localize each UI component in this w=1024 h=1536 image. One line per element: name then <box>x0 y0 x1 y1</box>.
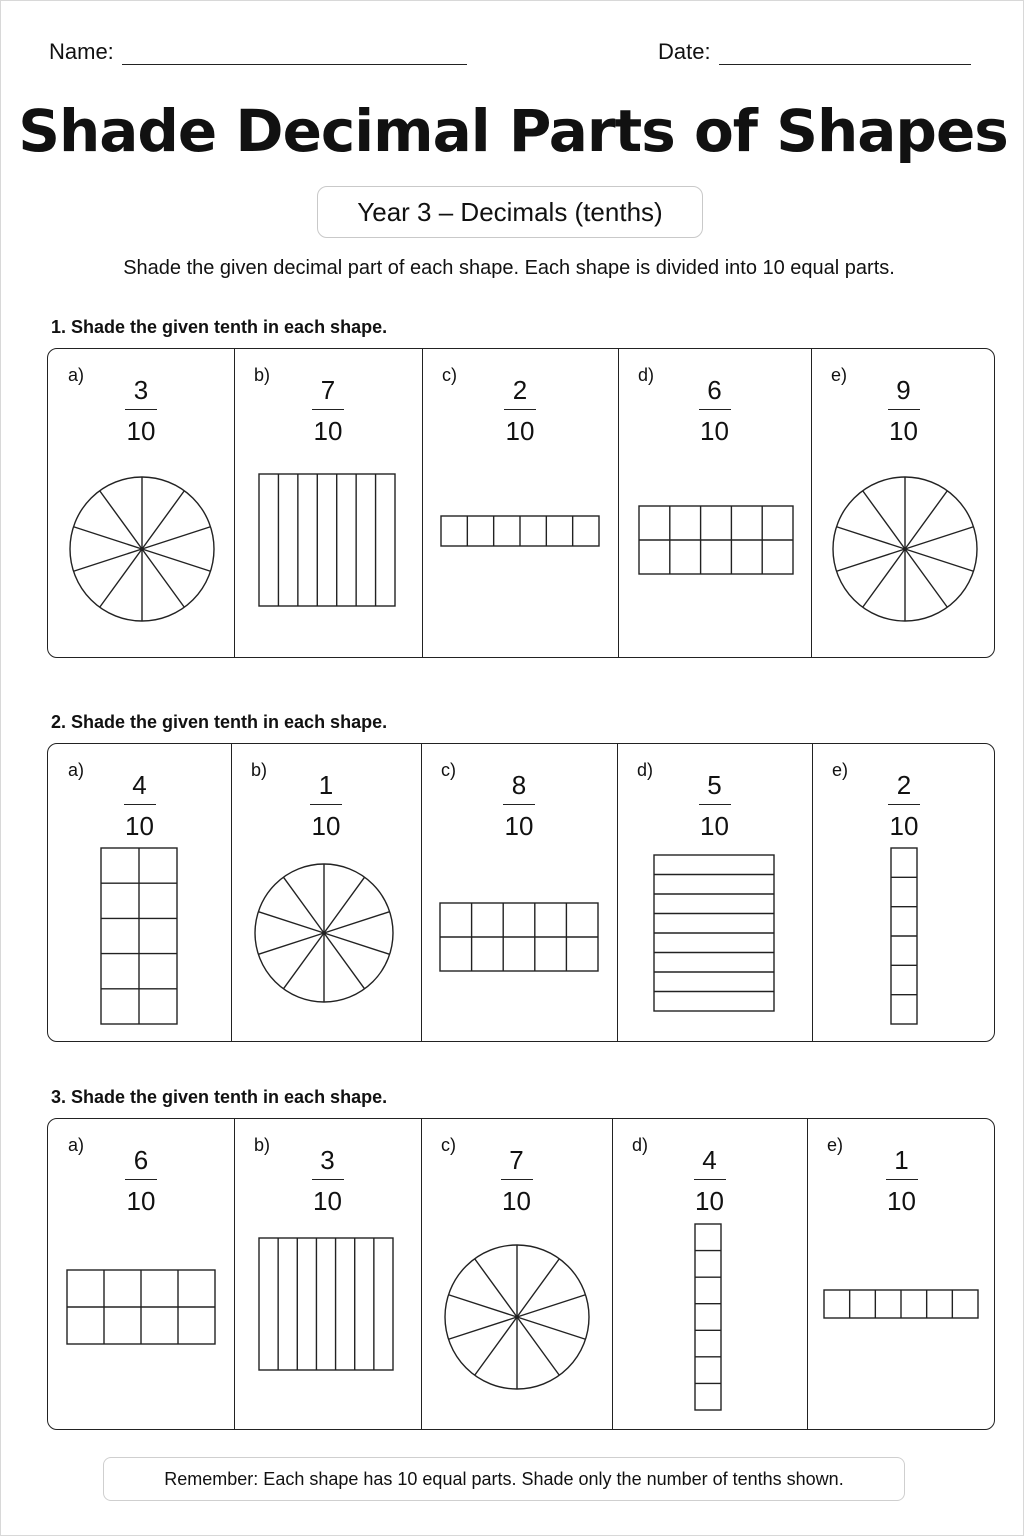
grid-x-shape[interactable] <box>439 902 599 977</box>
question-cell-e <box>807 1119 996 1429</box>
fraction-denominator: 10 <box>313 1186 342 1216</box>
section-2-heading: 2. Shade the given tenth in each shape. <box>51 712 388 732</box>
question-letter: d) <box>638 365 655 385</box>
fraction-bar <box>504 409 536 410</box>
fraction <box>234 1145 421 1216</box>
fraction-bar <box>312 409 344 410</box>
vertical-strips-shape[interactable] <box>258 473 396 612</box>
question-letter: e) <box>831 365 848 385</box>
question-cell-e <box>811 349 996 657</box>
circle-shape[interactable] <box>831 473 979 630</box>
question-letter: b) <box>251 760 268 780</box>
question-cell-c <box>422 349 618 657</box>
fraction-numerator: 6 <box>133 1145 149 1175</box>
question-letter: c) <box>441 1135 456 1155</box>
question-letter: c) <box>442 365 457 385</box>
fraction-numerator: 2 <box>512 375 528 405</box>
fraction-denominator: 10 <box>502 1186 531 1216</box>
fraction-numerator: 1 <box>318 770 334 800</box>
question-letter: b) <box>254 365 271 385</box>
circle-shape[interactable] <box>68 473 216 630</box>
subtitle-badge <box>317 186 703 238</box>
fraction-denominator: 10 <box>505 416 535 446</box>
grid-x-shape[interactable] <box>638 505 794 580</box>
question-letter: e) <box>832 760 849 780</box>
fraction <box>234 375 422 446</box>
circle-shape[interactable] <box>253 862 395 1009</box>
question-cell-b <box>234 349 422 657</box>
fraction-numerator: 9 <box>896 375 911 405</box>
fraction-bar <box>125 409 157 410</box>
fraction-denominator: 10 <box>889 811 919 841</box>
question-letter: a) <box>68 1135 85 1155</box>
fraction <box>618 375 811 446</box>
vertical-bar-shape[interactable] <box>890 847 918 1030</box>
question-cell-a <box>48 1119 234 1429</box>
fraction-denominator: 10 <box>700 811 729 841</box>
section-1-heading: 1. Shade the given tenth in each shape. <box>51 317 388 337</box>
reminder-box <box>103 1457 905 1501</box>
fraction-numerator: 3 <box>133 375 149 405</box>
fraction-denominator: 10 <box>695 1186 724 1216</box>
question-letter: a) <box>68 365 85 385</box>
fraction-numerator: 3 <box>320 1145 335 1175</box>
vertical-bar-shape[interactable] <box>694 1223 722 1416</box>
vertical-strips-shape[interactable] <box>258 1237 394 1376</box>
fraction-numerator: 4 <box>702 1145 717 1175</box>
reminder-text: Remember: Each shape has 10 equal parts. Shade only the number of tenths shown. <box>164 1468 844 1489</box>
fraction <box>48 375 234 446</box>
circle-shape[interactable] <box>443 1243 591 1396</box>
fraction-bar <box>125 1179 157 1180</box>
fraction-numerator: 7 <box>320 375 336 405</box>
fraction-numerator: 2 <box>896 770 912 800</box>
horizontal-strips-shape[interactable] <box>653 854 775 1017</box>
question-letter: e) <box>827 1135 844 1155</box>
fraction <box>231 770 421 841</box>
question-letter: c) <box>441 760 456 780</box>
date-field <box>658 39 971 65</box>
fraction-bar <box>699 804 731 805</box>
page-title: Shade Decimal Parts of Shapes <box>18 97 1008 165</box>
fraction-denominator: 10 <box>311 811 341 841</box>
fraction <box>421 1145 612 1216</box>
name-field <box>49 39 467 65</box>
fraction-numerator: 6 <box>707 375 722 405</box>
horizontal-bar-shape[interactable] <box>440 515 600 552</box>
horizontal-bar-shape[interactable] <box>823 1289 979 1324</box>
fraction-denominator: 10 <box>126 1186 156 1216</box>
fraction <box>811 375 996 446</box>
question-letter: d) <box>632 1135 649 1155</box>
section-3-heading: 3. Shade the given tenth in each shape. <box>51 1087 388 1107</box>
question-letter: a) <box>68 760 85 780</box>
fraction-denominator: 10 <box>504 811 534 841</box>
section-2-box <box>47 743 995 1042</box>
section-1-box <box>47 348 995 658</box>
fraction-numerator: 4 <box>132 770 147 800</box>
subtitle-text: Year 3 – Decimals (tenths) <box>357 196 663 227</box>
section-3-box <box>47 1118 995 1430</box>
fraction-bar <box>312 1179 344 1180</box>
fraction-numerator: 7 <box>509 1145 524 1175</box>
grid-x-shape[interactable] <box>66 1269 216 1350</box>
question-letter: b) <box>254 1135 271 1155</box>
fraction-bar <box>886 1179 918 1180</box>
instructions-text: Shade the given decimal part of each shape. Each shape is divided into 10 equal parts. <box>123 257 895 279</box>
fraction <box>421 770 617 841</box>
fraction-denominator: 10 <box>126 416 156 446</box>
fraction-bar <box>124 804 156 805</box>
fraction <box>422 375 618 446</box>
fraction <box>617 770 812 841</box>
fraction-numerator: 1 <box>894 1145 909 1175</box>
fraction-bar <box>310 804 342 805</box>
fraction-bar <box>501 1179 533 1180</box>
question-cell-e <box>812 744 996 1041</box>
question-letter: d) <box>637 760 654 780</box>
fraction-bar <box>503 804 535 805</box>
date-label: Date: <box>658 39 711 64</box>
grid-x-shape[interactable] <box>100 847 178 1030</box>
fraction <box>812 770 996 841</box>
fraction-bar <box>888 804 920 805</box>
question-cell-c <box>421 1119 612 1429</box>
fraction-numerator: 8 <box>511 770 527 800</box>
question-cell-d <box>618 349 811 657</box>
fraction <box>48 770 231 841</box>
question-cell-a <box>48 349 234 657</box>
fraction-bar <box>888 409 920 410</box>
name-input-line[interactable] <box>122 40 467 65</box>
fraction-denominator: 10 <box>125 811 154 841</box>
question-cell-a <box>48 744 231 1041</box>
fraction-denominator: 10 <box>313 416 343 446</box>
question-cell-b <box>231 744 421 1041</box>
fraction-denominator: 10 <box>887 1186 916 1216</box>
date-input-line[interactable] <box>719 40 971 65</box>
name-label: Name: <box>49 39 114 64</box>
fraction-bar <box>699 409 731 410</box>
fraction <box>48 1145 234 1216</box>
fraction-denominator: 10 <box>889 416 918 446</box>
fraction-numerator: 5 <box>707 770 722 800</box>
fraction-denominator: 10 <box>700 416 729 446</box>
question-cell-b <box>234 1119 421 1429</box>
question-cell-d <box>617 744 812 1041</box>
fraction-bar <box>694 1179 726 1180</box>
question-cell-c <box>421 744 617 1041</box>
question-cell-d <box>612 1119 807 1429</box>
fraction <box>612 1145 807 1216</box>
fraction <box>807 1145 996 1216</box>
